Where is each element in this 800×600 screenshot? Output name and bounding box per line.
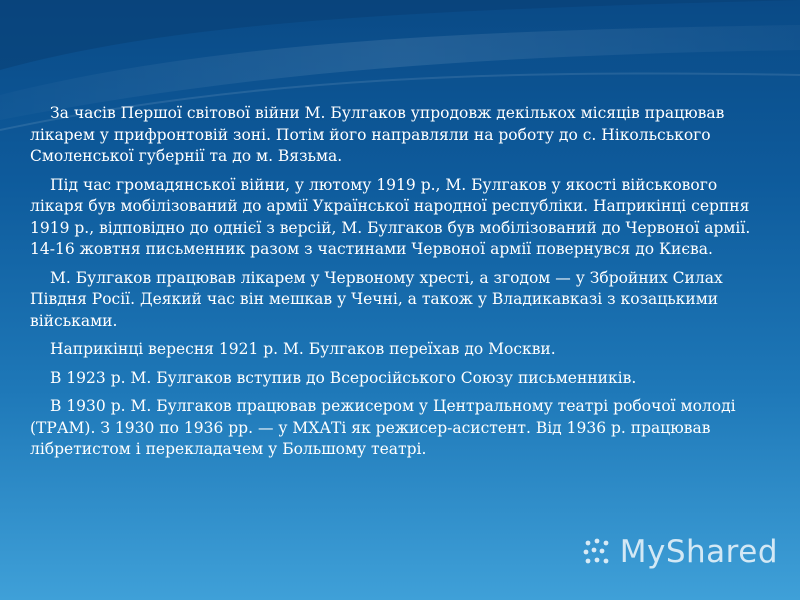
paragraph-red-cross: М. Булгаков працював лікарем у Червоному хресті, а згодом — у Збройних Силах Півдня Росії. Деякий час він мешкав у Чечні, а також у Владикавказі з козацькими військами.: [30, 268, 723, 330]
paragraph-world-war: За часів Першої світової війни М. Булгаков упродовж декількох місяців працював лікарем у прифронтовій зоні. Потім його направляли на роботу до с. Нікольського Смоленської губернії та до м. Вязьма.: [30, 104, 725, 165]
paragraph-civil-war: Під час громадянської війни, у лютому 1919 р., М. Булгаков у якості військового лікаря був мобілізований до армії Української народної республіки. Наприкінці серпня 1919 р., відповідно до однієї з версій, М. Булгаков був мобілізований до Червоної армії. 14-16 жовтня письменник разом з частинами Червоної армії повернувся до Києва.: [30, 175, 751, 258]
paragraph-writers-union: В 1923 р. М. Булгаков вступив до Всеросійського Союзу письменників.: [50, 368, 637, 387]
myshared-watermark-text: MyShared: [619, 534, 778, 570]
paragraph-theatre-career: В 1930 р. М. Булгаков працював режисером у Центральному театрі робочої молоді (ТРАМ). З 1930 по 1936 рр. — у МХАТі як режисер-асистент. Від 1936 р. працював лібретистом і перекладачем у Большому театрі.: [30, 397, 736, 458]
paragraph-moscow-move: Наприкінці вересня 1921 р. М. Булгаков переїхав до Москви.: [50, 340, 556, 358]
myshared-logo-icon: [580, 535, 614, 569]
myshared-watermark: [580, 534, 778, 570]
slide-body: [30, 103, 775, 468]
